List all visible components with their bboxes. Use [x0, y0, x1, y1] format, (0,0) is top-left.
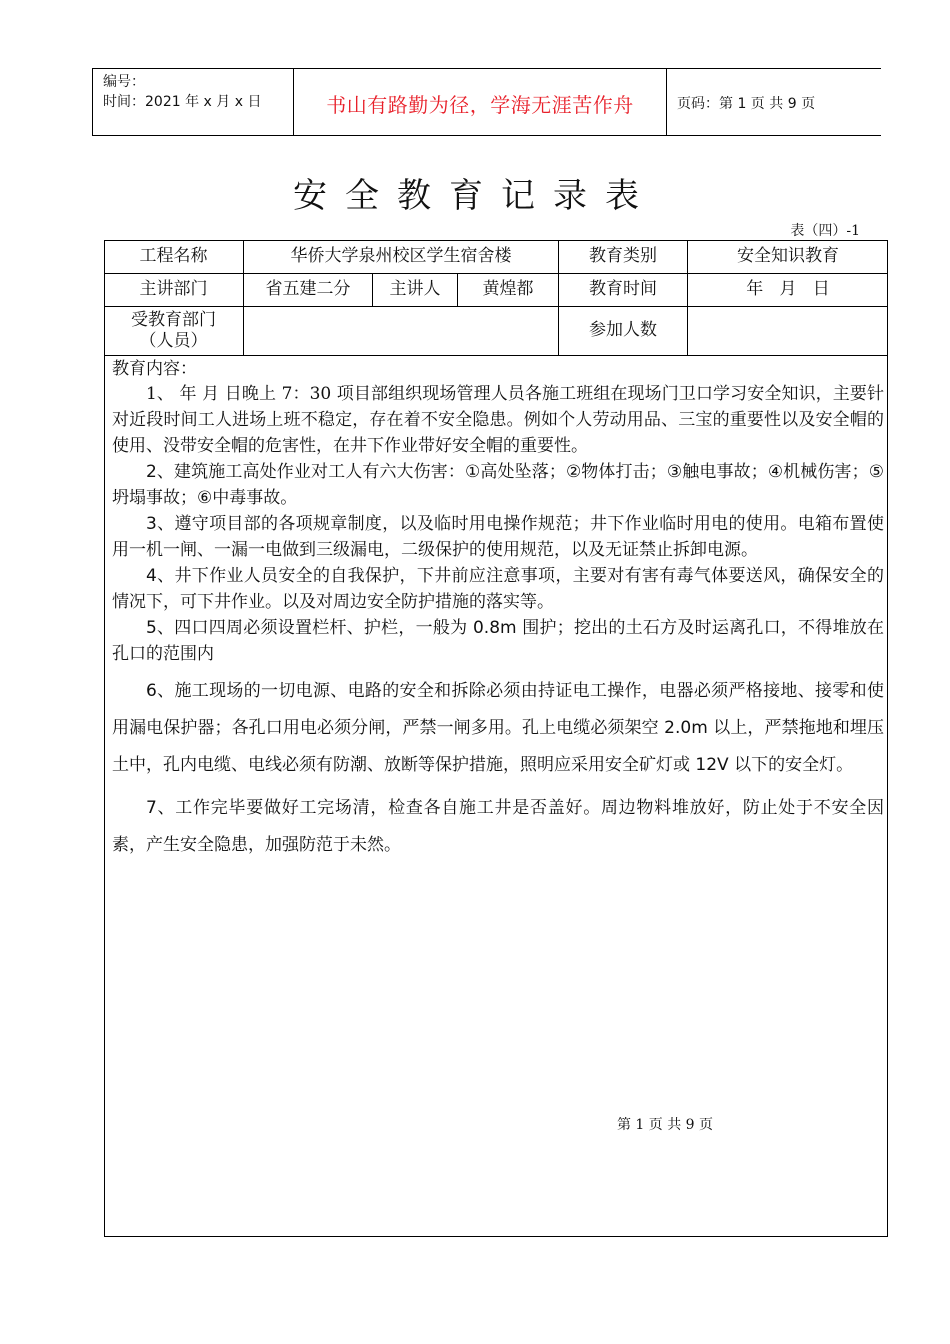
row-divider-3	[104, 355, 888, 356]
time-label: 时间：2021 年 x 月 x 日	[103, 94, 262, 110]
document-header	[92, 68, 881, 136]
content-paragraph-6: 6、施工现场的一切电源、电路的安全和拆除必须由持证电工操作，电器必须严格接地、接零和使用漏电保护器；各孔口用电必须分闸，严禁一闸多用。孔上电缆必须架空 2.0m 以上，严禁拖地和埋压土中，孔内电缆、电线必须有防潮、放断等保护措施，照明应采用安全矿灯或 12V 以下的安全灯。	[112, 681, 884, 775]
header-meta-cell	[93, 69, 294, 135]
trainee-dept-label-line2: （人员）	[139, 330, 208, 351]
trainee-dept-value	[244, 306, 558, 355]
page-title: 安全教育记录表	[293, 176, 657, 216]
project-name-value: 华侨大学泉州校区学生宿舍楼	[290, 246, 512, 266]
serial-label: 编号：	[103, 74, 145, 90]
attendees-value	[688, 306, 888, 355]
dept-value: 省五建二分	[265, 279, 351, 299]
edu-type-label: 教育类别	[589, 246, 657, 266]
content-paragraph-3: 3、遵守项目部的各项规章制度，以及临时用电操作规范；井下作业临时用电的使用。电箱布置使用一机一闸、一漏一电做到三级漏电，二级保护的使用规范，以及无证禁止拆卸电源。	[112, 514, 884, 560]
paragraph-1-text: 项目部组织现场管理人员各施工班组在现场门卫口学习安全知识，主要针对近段时间工人进场上班不稳定，存在着不安全隐患。例如个人劳动用品、三宝的重要性以及安全帽的使用、没带安全帽的危害性，在井下作业带好安全帽的重要性。	[112, 384, 884, 456]
paragraph-1-date: 1、 年 月 日晚上 7：30	[146, 384, 332, 404]
content-paragraph-2: 2、建筑施工高处作业对工人有六大伤害：①高处坠落；②物体打击；③触电事故；④机械伤害；⑤坍塌事故；⑥中毒事故。	[112, 462, 884, 508]
page-footer: 第 1 页 共 9 页	[616, 1117, 714, 1133]
trainee-dept-label	[104, 306, 243, 355]
speaker-label: 主讲人	[389, 279, 441, 299]
motto: 书山有路勤为径，学海无涯苦作舟	[326, 93, 634, 117]
content-label: 教育内容：	[112, 359, 197, 379]
speaker-value: 黄煌都	[482, 279, 534, 299]
edu-type-value: 安全知识教育	[737, 246, 839, 266]
header-page-label: 页码：第 1 页 共 9 页	[677, 96, 816, 112]
edu-time-label: 教育时间	[589, 279, 657, 299]
table-number: 表（四）-1	[790, 223, 860, 239]
content-paragraph-1	[112, 381, 884, 459]
education-content	[112, 357, 884, 864]
dept-label: 主讲部门	[139, 279, 208, 299]
header-motto-cell	[294, 69, 667, 135]
content-paragraph-4: 4、井下作业人员安全的自我保护，下井前应注意事项，主要对有害有毒气体要送风，确保安全的情况下，可下井作业。以及对周边安全防护措施的落实等。	[112, 566, 884, 612]
edu-time-value: 年 月 日	[746, 279, 830, 299]
project-name-label: 工程名称	[139, 246, 208, 266]
trainee-dept-label-line1: 受教育部门	[131, 309, 216, 330]
content-paragraph-5: 5、四口四周必须设置栏杆、护栏，一般为 0.8m 围护；挖出的土石方及时运离孔口，不得堆放在孔口的范围内	[112, 618, 884, 664]
attendees-label: 参加人数	[589, 320, 657, 340]
header-page-cell	[667, 69, 881, 135]
content-paragraph-7: 7、工作完毕要做好工完场清，检查各自施工井是否盖好。周边物料堆放好，防止处于不安全因素，产生安全隐患，加强防范于未然。	[112, 798, 884, 855]
